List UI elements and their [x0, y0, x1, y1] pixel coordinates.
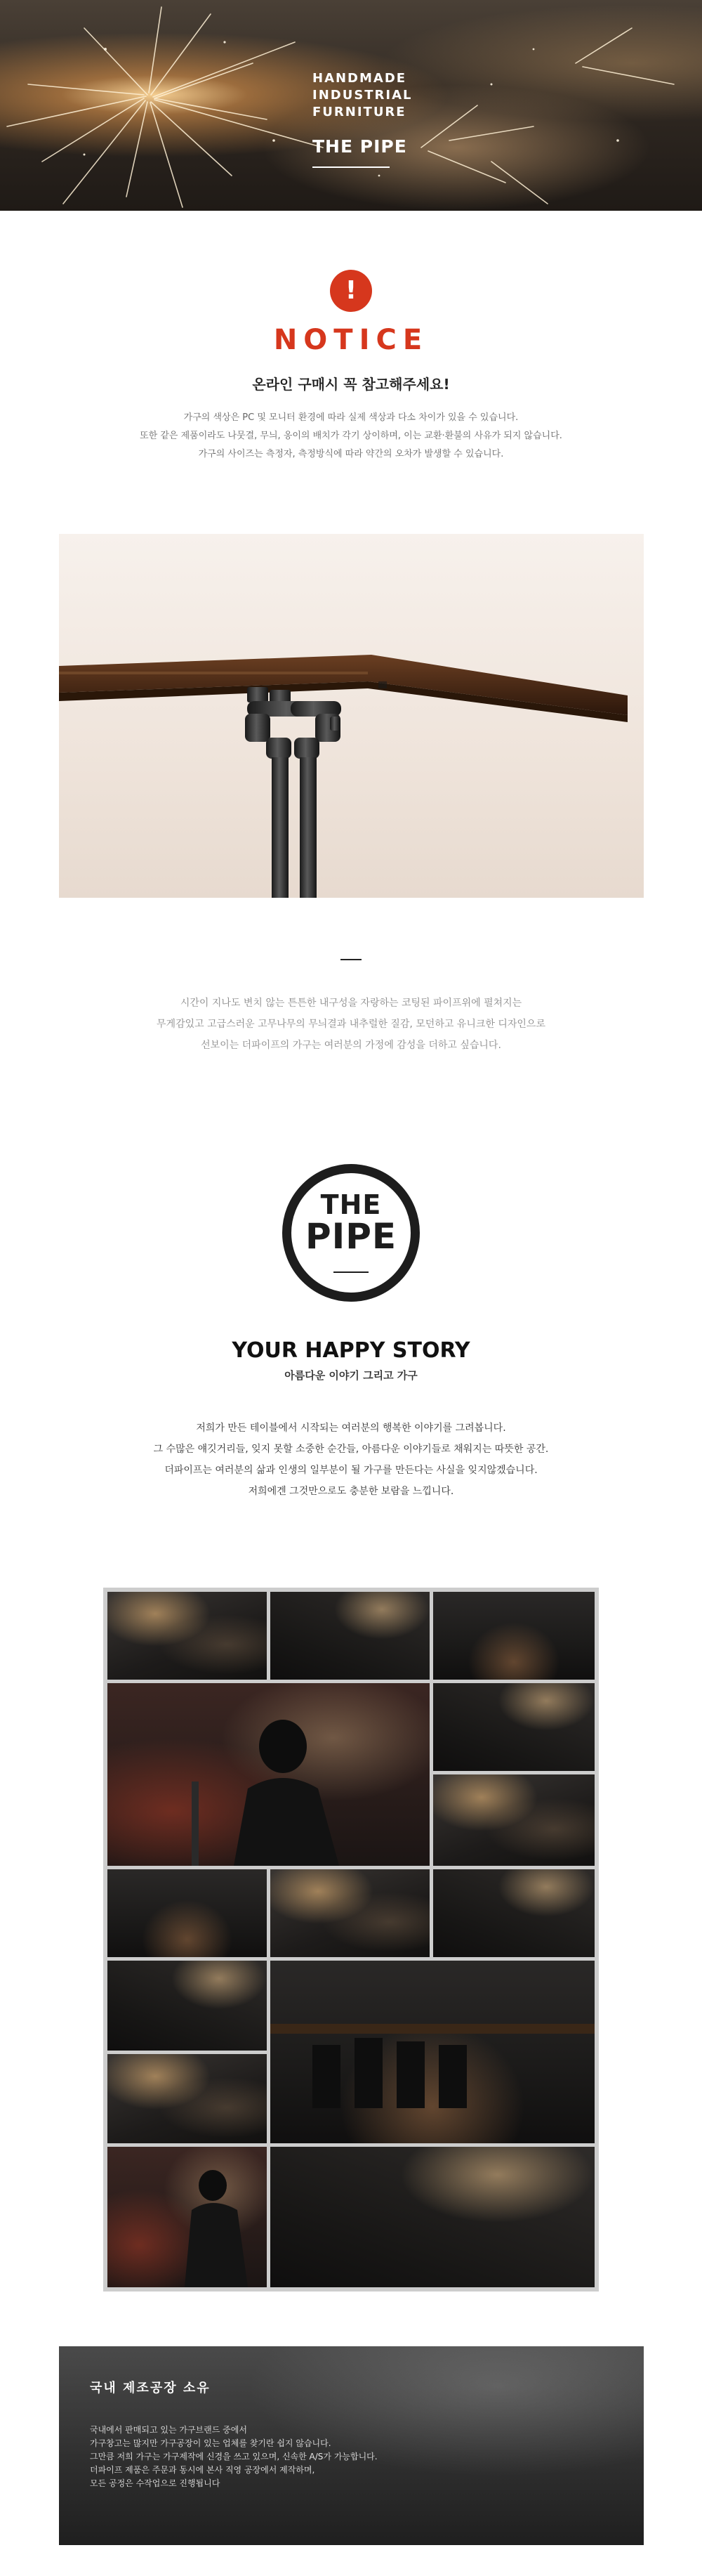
hero-line: INDUSTRIAL: [312, 88, 413, 103]
collage-photo: [107, 1683, 430, 1866]
happy-story-title: YOUR HAPPY STORY: [232, 1338, 470, 1363]
collage-photo: [270, 2147, 595, 2287]
photo-collage: [103, 1588, 599, 2291]
factory-banner: [59, 2346, 644, 2545]
notice-title: NOTICE: [273, 324, 429, 356]
collage-photo: [433, 1774, 595, 1866]
collage-photo: [270, 1869, 430, 1957]
stools-graphic: [270, 1961, 595, 2143]
hero-divider: [312, 166, 390, 168]
table-product-photo: [59, 534, 644, 898]
factory-line: 더파이프 제품은 주문과 동시에 본사 직영 공장에서 제작하며,: [90, 2465, 315, 2475]
table-illustration: [59, 534, 644, 898]
notice-line: 가구의 색상은 PC 및 모니터 환경에 따라 실제 색상과 다소 차이가 있을 수 있습니다.: [183, 412, 519, 423]
hero-line: HANDMADE: [312, 71, 407, 86]
happy-story-line: 그 수많은 얘깃거리들, 잊지 못할 소중한 순간들, 아름다운 이야기들로 채워지는 따뜻한 공간.: [153, 1444, 549, 1455]
exclamation-icon: !: [330, 270, 372, 312]
factory-line: 가구창고는 많지만 가구공장이 있는 업체를 찾기란 쉽지 않습니다.: [90, 2438, 331, 2448]
notice-subtitle: 온라인 구매시 꼭 참고해주세요!: [252, 376, 450, 393]
collage-photo: [107, 2054, 267, 2143]
collage-photo: [270, 1961, 595, 2143]
collage-photo: [107, 1961, 267, 2051]
person-silhouette: [107, 1683, 430, 1866]
hero-text: [312, 70, 413, 168]
happy-story-subtitle: 아름다운 이야기 그리고 가구: [284, 1369, 418, 1382]
factory-title: 국내 제조공장 소유: [90, 2381, 211, 2395]
happy-story-body: [98, 1418, 604, 1502]
hero-line: FURNITURE: [312, 105, 406, 119]
factory-line: 그만큼 저희 가구는 가구제작에 신경을 쓰고 있으며, 신속한 A/S가 가능합니다.: [90, 2452, 378, 2461]
factory-line: 국내에서 판매되고 있는 가구브랜드 중에서: [90, 2425, 247, 2435]
collage-photo: [433, 1869, 595, 1957]
factory-line: 모든 공정은 수작업으로 진행됩니다: [90, 2478, 220, 2488]
logo-divider: [333, 1271, 369, 1273]
notice-body: [105, 409, 597, 464]
logo-pipe: PIPE: [305, 1216, 397, 1257]
happy-story-line: 저희에겐 그것만으로도 충분한 보람을 느낍니다.: [248, 1486, 454, 1497]
collage-photo: [433, 1592, 595, 1680]
hero-banner: [0, 0, 702, 211]
collage-photo: [270, 1592, 430, 1680]
collage-photo: [107, 2147, 267, 2287]
story-intro-line: 시간이 지나도 변치 않는 튼튼한 내구성을 자랑하는 코팅된 파이프위에 펼쳐지는: [180, 998, 522, 1009]
person-silhouette: [107, 2147, 267, 2287]
section-divider: [340, 959, 362, 960]
collage-photo: [107, 1869, 267, 1957]
happy-story-line: 더파이프는 여러분의 삶과 인생의 일부분이 될 가구를 만든다는 사실을 잊지않겠습니다.: [164, 1465, 538, 1476]
story-intro: [84, 993, 618, 1056]
factory-body: [90, 2424, 511, 2490]
collage-photo: [107, 1592, 267, 1680]
logo-the: THE: [320, 1189, 382, 1220]
notice-line: 가구의 사이즈는 측정자, 측정방식에 따라 약간의 오차가 발생할 수 있습니다.: [198, 449, 504, 459]
hero-brand: THE PIPE: [312, 136, 407, 157]
story-intro-line: 무게감있고 고급스러운 고무나무의 무늬결과 내추럴한 질감, 모던하고 유니크한 디자인으로: [157, 1019, 545, 1030]
happy-story-line: 저희가 만든 테이블에서 시작되는 여러분의 행복한 이야기를 그려봅니다.: [196, 1423, 506, 1434]
notice-line: 또한 같은 제품이라도 나뭇결, 무늬, 옹이의 배치가 각기 상이하며, 이는 교환·환불의 사유가 되지 않습니다.: [140, 431, 562, 441]
collage-photo: [433, 1683, 595, 1771]
story-intro-line: 선보이는 더파이프의 가구는 여러분의 가정에 감성을 더하고 싶습니다.: [201, 1040, 501, 1051]
